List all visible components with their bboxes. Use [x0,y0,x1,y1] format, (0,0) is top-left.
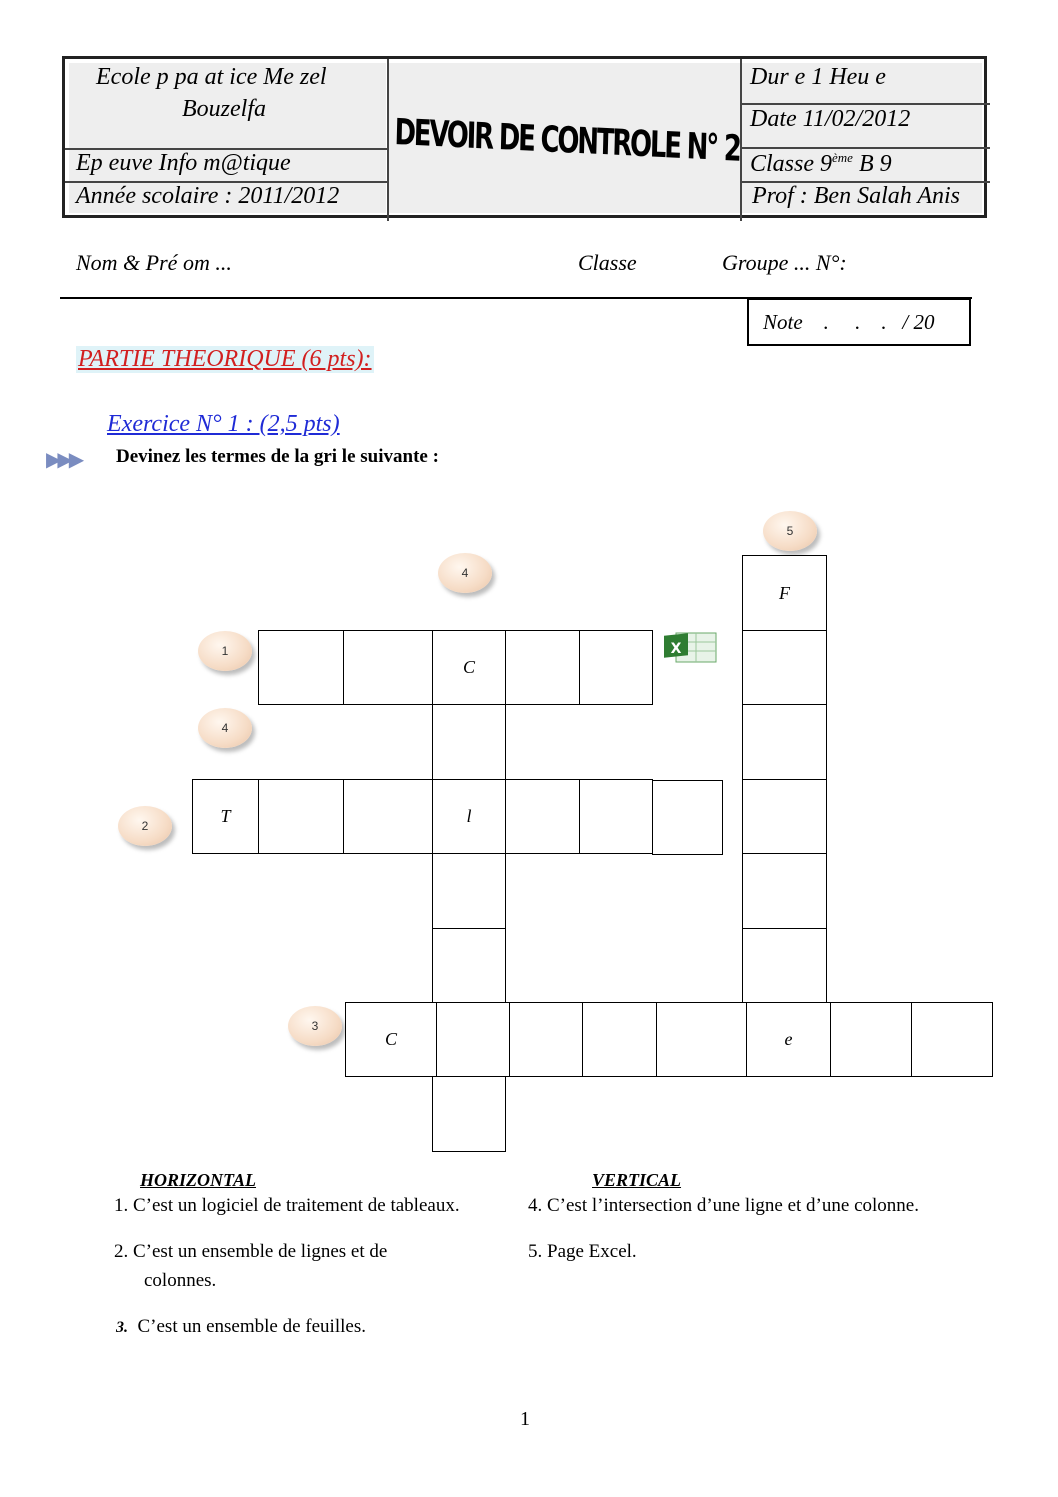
prof-label: Prof : Ben Salah Anis [752,183,960,209]
clue-number-bubble: 5 [763,511,817,551]
crossword-cell[interactable]: T [192,779,259,854]
crossword-cell[interactable]: l [432,779,506,854]
crossword-cell[interactable]: F [742,555,827,631]
clue-number-bubble: 4 [438,553,492,593]
exam-title: DEVOIR DE CONTROLE N° 2 [393,112,741,170]
crossword-cell[interactable] [830,1002,912,1077]
clue-horizontal-3: 3. C’est un ensemble de feuilles. [116,1316,366,1337]
clue-number-bubble: 4 [198,708,252,748]
page-number: 1 [520,1408,530,1430]
crossword-cell[interactable]: e [746,1002,831,1077]
duree-label: Dur e 1 Heu e [750,64,886,90]
clue-number-bubble: 3 [288,1006,342,1046]
epreuve-label: Ep euve Info m@tique [76,150,291,176]
crossword-cell[interactable] [343,630,433,705]
classe-label: Classe 9ème B 9 [750,150,892,177]
crossword-cell[interactable] [436,1002,510,1077]
crossword-cell[interactable] [432,704,506,780]
crossword-cell[interactable] [742,853,827,929]
crossword-cell[interactable] [582,1002,657,1077]
clue-vertical-5: 5. Page Excel. [528,1241,637,1262]
vertical-heading: VERTICAL [592,1170,682,1190]
clue-horizontal-2: 2. C’est un ensemble de lignes et de [114,1241,388,1262]
note-box [747,298,971,346]
crossword-cell[interactable] [652,780,723,855]
crossword-cell[interactable] [432,1076,506,1152]
exercise-1-heading: Exercice N° 1 : (2,5 pts) [107,411,340,437]
horizontal-heading: HORIZONTAL [140,1170,257,1190]
clue-horizontal-2-cont: colonnes. [144,1270,217,1291]
crossword-cell[interactable] [742,630,827,705]
crossword-cell[interactable] [432,853,506,929]
crossword-cell[interactable] [656,1002,747,1077]
crossword-cell[interactable] [742,704,827,780]
date-label: Date 11/02/2012 [750,106,911,132]
crossword-cell[interactable] [579,630,653,705]
school-name-line2: Bouzelfa [182,96,266,122]
clue-vertical-4: 4. C’est l’intersection d’une ligne et d’une colonne. [528,1195,919,1216]
crossword-cell[interactable] [911,1002,993,1077]
excel-icon [662,630,718,664]
clue-number-bubble: 1 [198,631,252,671]
crossword-cell[interactable] [505,630,580,705]
crossword-cell[interactable] [258,630,344,705]
svg-text:X: X [670,641,682,657]
exercise-instruction: Devinez les termes de la gri le suivante : [116,446,439,467]
crossword-cell[interactable] [343,779,433,854]
crossword-cell[interactable] [509,1002,583,1077]
note-label: Note . . . / 20 [763,310,935,334]
student-name-field[interactable]: Nom & Pré om ... [76,250,232,275]
crossword-cell[interactable]: C [432,630,506,705]
student-group-field[interactable]: Groupe ... N°: [722,250,847,275]
crossword-cell[interactable] [258,779,344,854]
school-name-line1: Ecole p pa at ice Me zel [96,64,327,90]
crossword-cell[interactable]: C [345,1002,437,1077]
partie-theorique-heading: PARTIE THEORIQUE (6 pts): [78,346,372,372]
crossword-cell[interactable] [579,779,653,854]
crossword-cell[interactable] [505,779,580,854]
crossword-cell[interactable] [742,928,827,1004]
clue-number-bubble: 2 [118,806,172,846]
clue-horizontal-1: 1. C’est un logiciel de traitement de tableaux. [114,1195,460,1216]
annee-scolaire: Année scolaire : 2011/2012 [76,183,340,209]
crossword-cell[interactable] [432,928,506,1004]
arrow-bullet-icon: ▶▶▶ [46,449,81,471]
crossword-cell[interactable] [742,779,827,854]
student-class-field[interactable]: Classe [578,250,637,275]
